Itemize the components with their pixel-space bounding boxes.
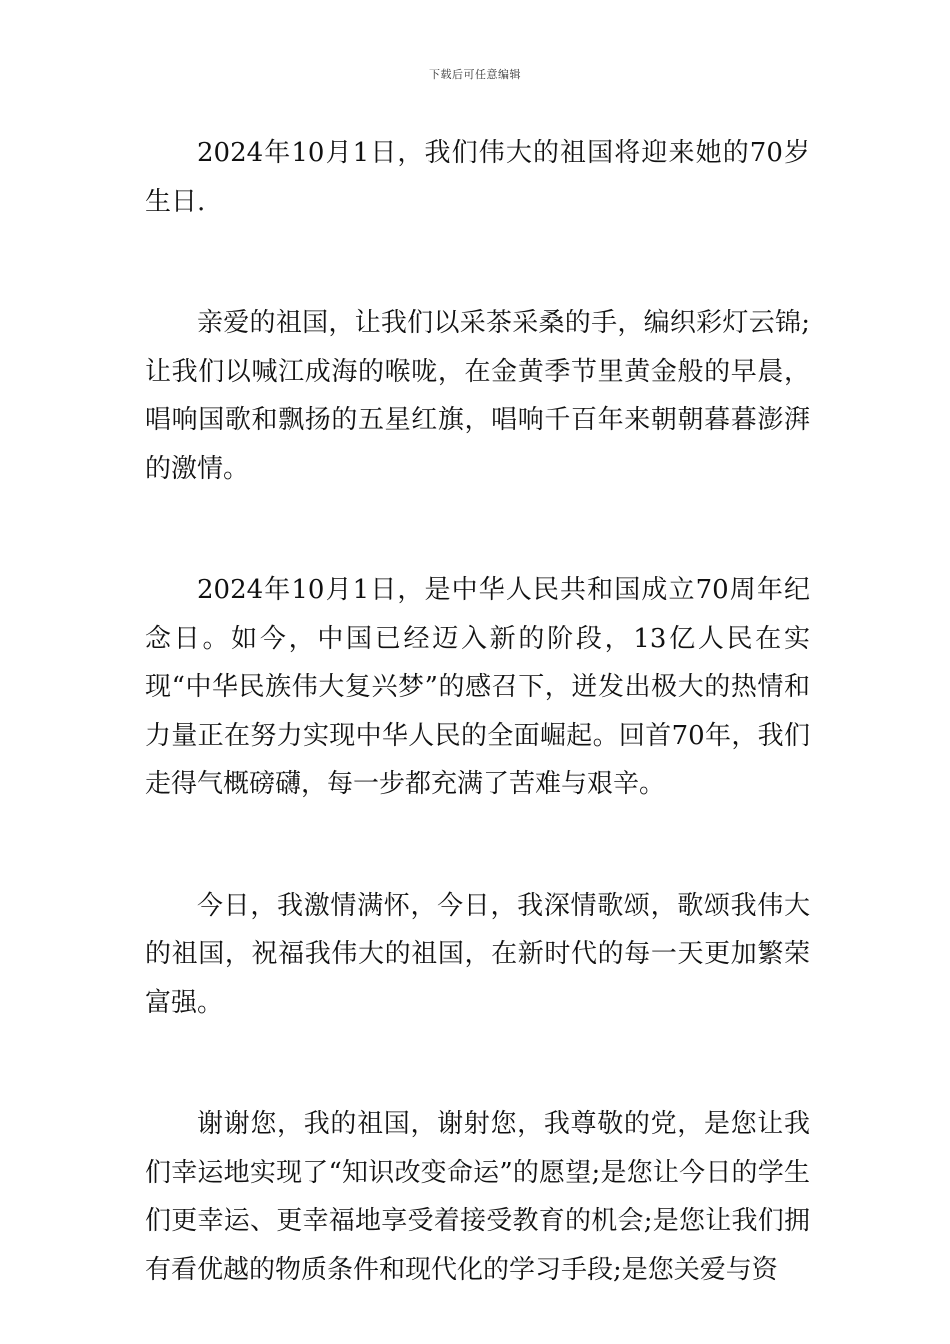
document-body xyxy=(145,129,810,1294)
paragraph-4: 今日，我激情满怀，今日，我深情歌颂，歌颂我伟大的祖国，祝福我伟大的祖国，在新时代的每一天更加繁荣富强。 xyxy=(145,890,810,1018)
paragraph-5: 谢谢您，我的祖国，谢射您，我尊敬的党，是您让我们幸运地实现了“知识改变命运”的愿望;是您让今日的学生们更幸运、更幸福地享受着接受教育的机会;是您让我们拥有看优越的物质条件和现代化的学习手段;是您关爱与资 xyxy=(145,1109,810,1285)
paragraph-1: 2024年10月1日，我们伟大的祖国将迎来她的70岁生日. xyxy=(145,138,810,217)
paragraph-3: 2024年10月1日，是中华人民共和国成立70周年纪念日。如今，中国已经迈入新的阶段，13亿人民在实现“中华民族伟大复兴梦”的感召下，迸发出极大的热情和力量正在努力实现中华人民的全面崛起。回首70年，我们走得气概磅礴，每一步都充满了苦难与艰辛。 xyxy=(145,575,810,799)
paragraph-2: 亲爱的祖国，让我们以采茶采桑的手，编织彩灯云锦;让我们以喊江成海的喉咙，在金黄季节里黄金般的早晨，唱响国歌和飘扬的五星红旗，唱响千百年来朝朝暮暮澎湃的激情。 xyxy=(145,308,810,484)
header-note: 下载后可任意编辑 xyxy=(429,68,521,81)
